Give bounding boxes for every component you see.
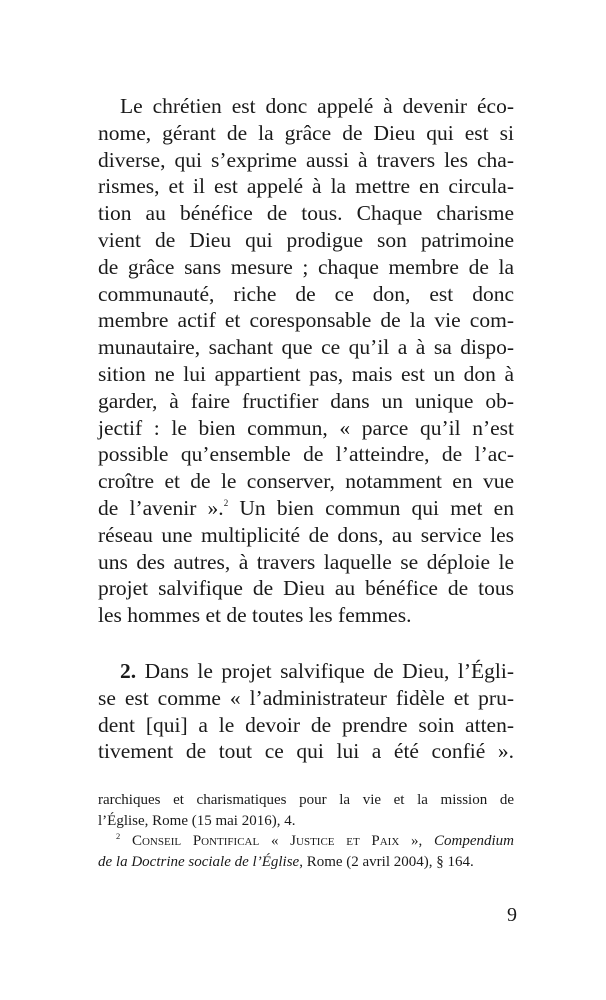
text-line: les hommes et de toutes les femmes.	[98, 603, 412, 628]
text-line: jectif : le bien commun, « parce qu’il n’est	[98, 415, 514, 440]
text-line: munautaire, sachant que ce qu’il a à sa dispo-	[98, 335, 514, 360]
text-line: possible qu’ensemble de l’atteindre, de l’ac-	[98, 442, 514, 467]
footnotes	[98, 790, 514, 872]
text-line: diverse, qui s’exprime aussi à travers les cha-	[98, 147, 514, 172]
text-line	[98, 495, 514, 522]
text-line: communauté, riche de ce don, est donc	[98, 281, 514, 306]
text-line: garder, à faire fructifier dans un unique ob-	[98, 388, 514, 413]
text-line: vient de Dieu qui prodigue son patrimoine	[98, 227, 514, 252]
page-number: 9	[507, 904, 517, 926]
text-line: sition ne lui appartient pas, mais est un don à	[98, 361, 514, 386]
paragraph-number: 2.	[120, 658, 137, 683]
footnote-line: rarchiques et charismatiques pour la vie et la mission de	[98, 792, 514, 808]
text-line: projet salvifique de Dieu au bénéfice de tous	[98, 576, 514, 601]
text-line: tivement de tout ce qui lui a été confié ».	[98, 739, 514, 764]
text-line: se est comme « l’administrateur fidèle et pru-	[98, 685, 514, 710]
footnote-reference[interactable]: 2	[223, 497, 229, 508]
text-line: uns des autres, à travers laquelle se déploie le	[98, 549, 514, 574]
footnote-separator: ,	[418, 833, 435, 849]
footnote-line	[98, 852, 514, 873]
text-line: croître et de le conserver, notamment en vue	[98, 469, 514, 494]
footnote-title: Compendium	[434, 833, 515, 849]
text-line	[98, 658, 514, 685]
footnote-title: de la Doctrine sociale de l’Église	[98, 853, 300, 870]
text-line: Le chrétien est donc appelé à devenir éco-	[120, 94, 514, 118]
footnote-2	[98, 831, 514, 852]
footnote-author: Conseil Pontifical « Justice et Paix »	[131, 833, 419, 849]
text-fragment: Un bien commun qui met en	[228, 495, 514, 520]
text-line: tion au bénéfice de tous. Chaque charisme	[98, 201, 514, 226]
footnote-line: l’Église, Rome (15 mai 2016), 4.	[98, 812, 296, 829]
text-line: membre actif et coresponsable de la vie com-	[98, 308, 514, 333]
text-line: réseau une multiplicité de dons, au service les	[98, 522, 514, 547]
paragraph-2	[98, 658, 514, 765]
text-fragment: Dans le projet salvifique de Dieu, l’Égli-	[136, 658, 514, 683]
footnote-text: , Rome (2 avril 2004), § 164.	[299, 853, 474, 870]
text-line: de grâce sans mesure ; chaque membre de la	[98, 254, 514, 279]
text-line: dent [qui] a le devoir de prendre soin atten-	[98, 712, 514, 737]
page-body	[98, 93, 514, 765]
paragraph-1	[98, 93, 514, 629]
text-line: nome, gérant de la grâce de Dieu qui est si	[98, 120, 514, 145]
text-fragment: de l’avenir ».	[98, 495, 224, 520]
text-line: rismes, et il est appelé à la mettre en circula-	[98, 174, 514, 199]
footnote-number: 2	[116, 831, 121, 841]
